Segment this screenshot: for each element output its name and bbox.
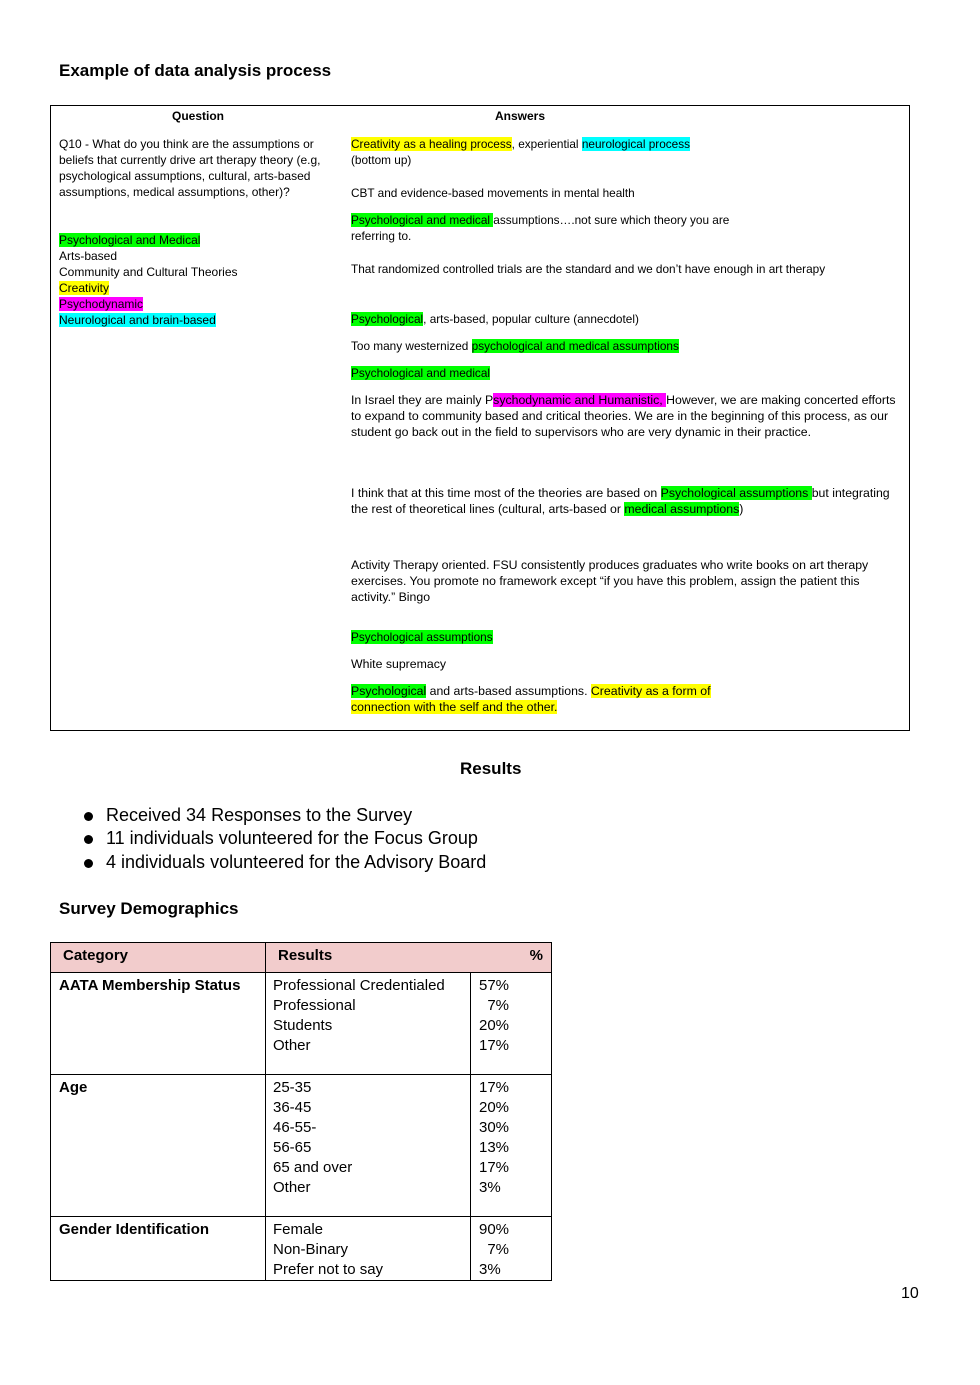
result-label: Other bbox=[273, 1179, 311, 1196]
answer-text: In Israel they are mainly P bbox=[351, 393, 494, 407]
demographics-heading: Survey Demographics bbox=[59, 899, 239, 918]
answer bbox=[351, 629, 901, 645]
answer-text: Activity Therapy oriented. FSU consistently produces graduates who write books on art therapy exercises. You promote no framework except “if you have this problem, assign the patient this activity.” Bingo bbox=[351, 558, 869, 604]
results-heading: Results bbox=[460, 759, 522, 778]
demographics-table bbox=[50, 942, 552, 1281]
answer-text: and arts-based assumptions. bbox=[426, 684, 591, 698]
table-row bbox=[51, 973, 552, 1075]
result-percent: 30% bbox=[479, 1119, 510, 1136]
highlighted-code: Psychological bbox=[351, 684, 427, 698]
result-percent: 3% bbox=[479, 1179, 501, 1196]
legend-label: Arts-based bbox=[59, 249, 118, 263]
result-percent: 17% bbox=[479, 1037, 510, 1054]
legend-item bbox=[59, 232, 200, 248]
category-cell: Age bbox=[51, 1075, 266, 1217]
answer bbox=[351, 485, 901, 517]
highlighted-code: medical assumptions bbox=[624, 502, 740, 516]
answer bbox=[351, 136, 901, 168]
answer-text: However, we are making concerted efforts to expand to community based and critical theories. We are in the beginning of this process, as our student go back out in the field to supervisors who are very dynamic in their practice. bbox=[351, 393, 896, 439]
answer-text: , experiential bbox=[511, 137, 582, 151]
highlighted-code: sychodynamic and Humanistic, bbox=[493, 393, 667, 407]
answer-text: CBT and evidence-based movements in mental health bbox=[351, 186, 635, 200]
legend-item bbox=[59, 264, 238, 280]
category-cell: Gender Identification bbox=[51, 1217, 266, 1281]
results-bullet: 11 individuals volunteered for the Focus Group bbox=[106, 827, 486, 850]
answer bbox=[351, 392, 901, 440]
result-label: Prefer not to say bbox=[273, 1261, 384, 1278]
highlighted-code: Psychological assumptions bbox=[660, 486, 812, 500]
answer bbox=[351, 365, 901, 381]
results-bullet: 4 individuals volunteered for the Advisory Board bbox=[106, 851, 486, 874]
result-label: 36-45 bbox=[273, 1099, 312, 1116]
percent-cell bbox=[471, 1075, 552, 1217]
highlighted-code: Creativity as a healing process bbox=[351, 137, 512, 151]
answer bbox=[351, 656, 901, 672]
highlighted-code: Psychological assumptions bbox=[351, 630, 493, 644]
result-percent: 17% bbox=[479, 1159, 510, 1176]
analysis-table bbox=[50, 105, 910, 731]
header-percent: % bbox=[529, 947, 543, 964]
result-percent: 7% bbox=[479, 1241, 510, 1258]
question-text: Q10 - What do you think are the assumptions or beliefs that currently drive art therapy theory (e.g, psychological assumptions, cultural, arts-based assumptions, medical assumptions, other)? bbox=[59, 137, 321, 199]
highlighted-code: psychological and medical assumptions bbox=[471, 339, 679, 353]
result-percent: 7% bbox=[479, 997, 510, 1014]
answer-text: assumptions….not sure which theory you are referring to. bbox=[351, 213, 730, 243]
result-label: Professional bbox=[273, 997, 356, 1014]
result-label: 56-65 bbox=[273, 1139, 312, 1156]
result-percent: 13% bbox=[479, 1139, 510, 1156]
answers-header: Answers bbox=[495, 109, 546, 123]
results-list bbox=[60, 804, 486, 874]
highlighted-code: neurological process bbox=[581, 137, 691, 151]
page-number: 10 bbox=[901, 1285, 919, 1302]
answer bbox=[351, 557, 901, 605]
legend-item bbox=[59, 296, 143, 312]
result-label: 65 and over bbox=[273, 1159, 353, 1176]
result-label: Female bbox=[273, 1221, 324, 1238]
result-label: Non-Binary bbox=[273, 1241, 349, 1258]
header-category: Category bbox=[51, 943, 266, 973]
result-percent: 20% bbox=[479, 1017, 510, 1034]
section-title: Example of data analysis process bbox=[59, 61, 332, 80]
result-percent: 3% bbox=[479, 1261, 501, 1278]
result-percent: 57% bbox=[479, 977, 510, 994]
answer bbox=[351, 683, 901, 715]
answer bbox=[351, 212, 901, 244]
results-cell bbox=[266, 1217, 471, 1281]
answer bbox=[351, 311, 901, 327]
legend-label: Psychodynamic bbox=[59, 297, 144, 311]
results-cell bbox=[266, 1075, 471, 1217]
header-results bbox=[266, 943, 552, 973]
answer bbox=[351, 185, 901, 201]
result-label: Other bbox=[273, 1037, 311, 1054]
highlighted-code: Creativity as a form of connection with the self and the other. bbox=[351, 684, 711, 714]
answer-text: , arts-based, popular culture (annecdotel) bbox=[423, 312, 639, 326]
highlighted-code: Psychological and medical bbox=[351, 366, 491, 380]
answer-text: White supremacy bbox=[351, 657, 446, 671]
result-percent: 20% bbox=[479, 1099, 510, 1116]
legend-label: Community and Cultural Theories bbox=[59, 265, 238, 279]
result-percent: 17% bbox=[479, 1079, 510, 1096]
highlighted-code: Psychological and medical bbox=[351, 213, 494, 227]
legend-label: Psychological and Medical bbox=[59, 233, 201, 247]
legend-label: Creativity bbox=[59, 281, 110, 295]
answer-text: ) bbox=[739, 502, 744, 516]
answer-text: I think that at this time most of the theories are based on bbox=[351, 486, 661, 500]
answer-text: Too many westernized bbox=[351, 339, 472, 353]
result-label: 46-55- bbox=[273, 1119, 317, 1136]
result-percent: 90% bbox=[479, 1221, 510, 1238]
percent-cell bbox=[471, 1217, 552, 1281]
percent-cell bbox=[471, 973, 552, 1075]
result-label: Professional Credentialed bbox=[273, 977, 445, 994]
legend-item bbox=[59, 248, 117, 264]
table-row bbox=[51, 1217, 552, 1281]
table-row bbox=[51, 1075, 552, 1217]
highlighted-code: Psychological bbox=[351, 312, 424, 326]
result-label: Students bbox=[273, 1017, 333, 1034]
result-label: 25-35 bbox=[273, 1079, 312, 1096]
header-results-label: Results bbox=[278, 947, 333, 964]
legend-item bbox=[59, 312, 216, 328]
results-bullet: Received 34 Responses to the Survey bbox=[106, 804, 486, 827]
answer-text: but integrating the rest of theoretical lines (cultural, arts-based or bbox=[351, 486, 890, 516]
answer bbox=[351, 338, 901, 354]
results-cell bbox=[266, 973, 471, 1075]
legend-item bbox=[59, 280, 109, 296]
answer bbox=[351, 261, 901, 277]
legend-label: Neurological and brain-based bbox=[59, 313, 216, 327]
question-header: Question bbox=[172, 109, 225, 123]
answer-text: That randomized controlled trials are the standard and we don’t have enough in art therapy bbox=[351, 262, 826, 276]
category-cell: AATA Membership Status bbox=[51, 973, 266, 1075]
answer-text: (bottom up) bbox=[351, 153, 412, 167]
